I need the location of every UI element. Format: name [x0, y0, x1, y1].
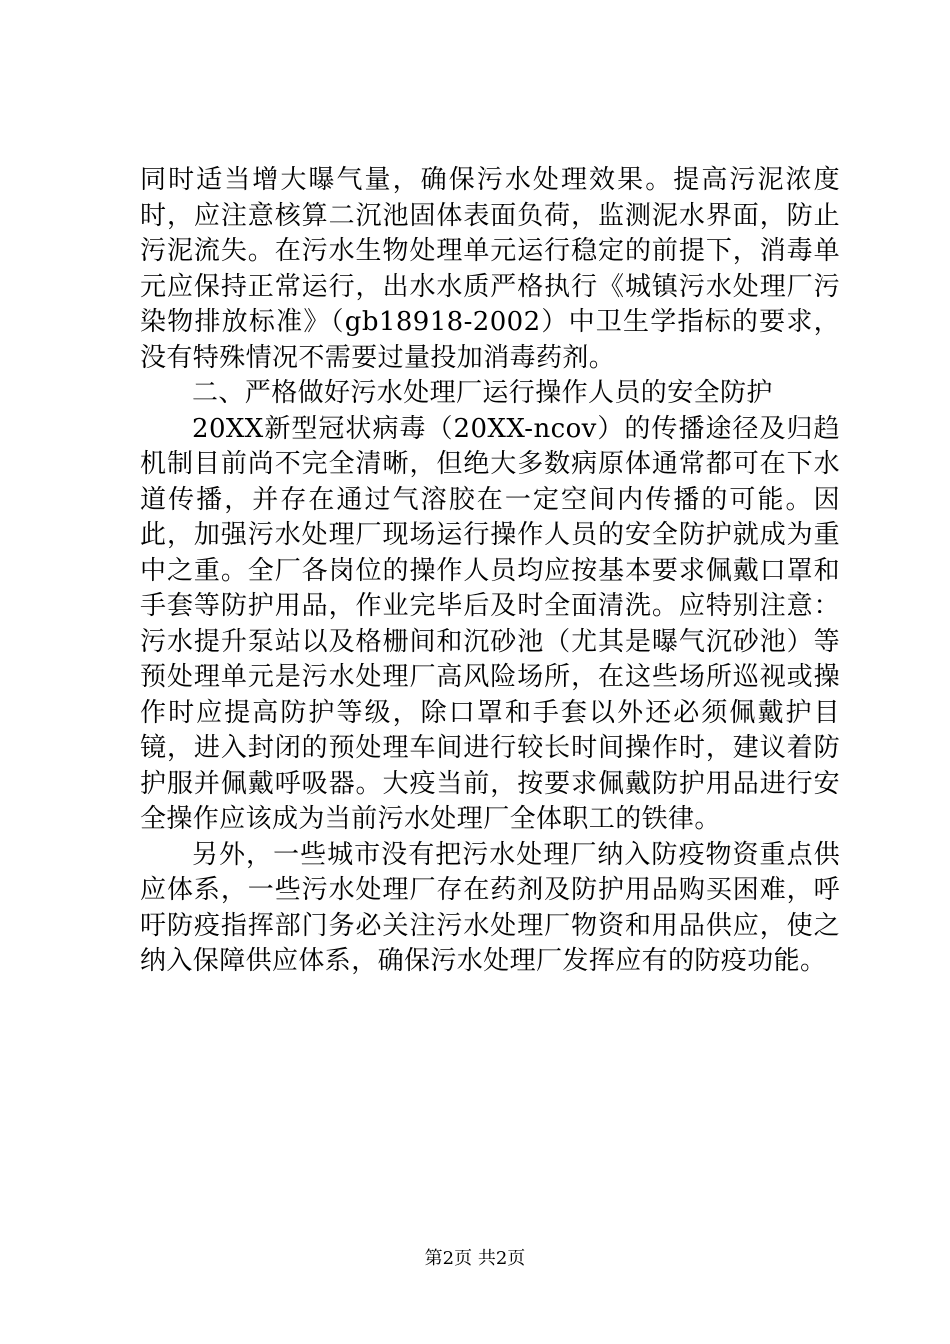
paragraph-continuation: 同时适当增大曝气量，确保污水处理效果。提高污泥浓度时，应注意核算二沉池固体表面负荷，监测泥水界面，防止污泥流失。在污水生物处理单元运行稳定的前提下，消毒单元应保持正常运行，出水水质严格执行《城镇污水处理厂污染物排放标准》（gb18918-2002）中卫生学指标的要求，没有特殊情况不需要过量投加消毒药剂。 — [140, 165, 840, 373]
page-footer: 第2页 共2页 — [424, 1248, 526, 1269]
paragraph-safety: 20XX新型冠状病毒（20XX-ncov）的传播途径及归趋机制目前尚不完全清晰，但绝大多数病原体通常都可在下水道传播，并存在通过气溶胶在一定空间内传播的可能。因此，加强污水处理厂现场运行操作人员的安全防护就成为重中之重。全厂各岗位的操作人员均应按基本要求佩戴口罩和手套等防护用品，作业完毕后及时全面清洗。应特别注意：污水提升泵站以及格栅间和沉砂池（尤其是曝气沉砂池）等预处理单元是污水处理厂高风险场所，在这些场所巡视或操作时应提高防护等级，除口罩和手套以外还必须佩戴护目镜，进入封闭的预处理车间进行较长时间操作时，建议着防护服并佩戴呼吸器。大疫当前，按要求佩戴防护用品进行安全操作应该成为当前污水处理厂全体职工的铁律。 — [140, 413, 840, 834]
section-heading: 二、严格做好污水处理厂运行操作人员的安全防护 — [192, 378, 773, 408]
paragraph-supply: 另外，一些城市没有把污水处理厂纳入防疫物资重点供应体系，一些污水处理厂存在药剂及防护用品购买困难，呼吁防疫指挥部门务必关注污水处理厂物资和用品供应，使之纳入保障供应体系，确保污水处理厂发挥应有的防疫功能。 — [140, 839, 840, 976]
document-body — [140, 163, 840, 980]
